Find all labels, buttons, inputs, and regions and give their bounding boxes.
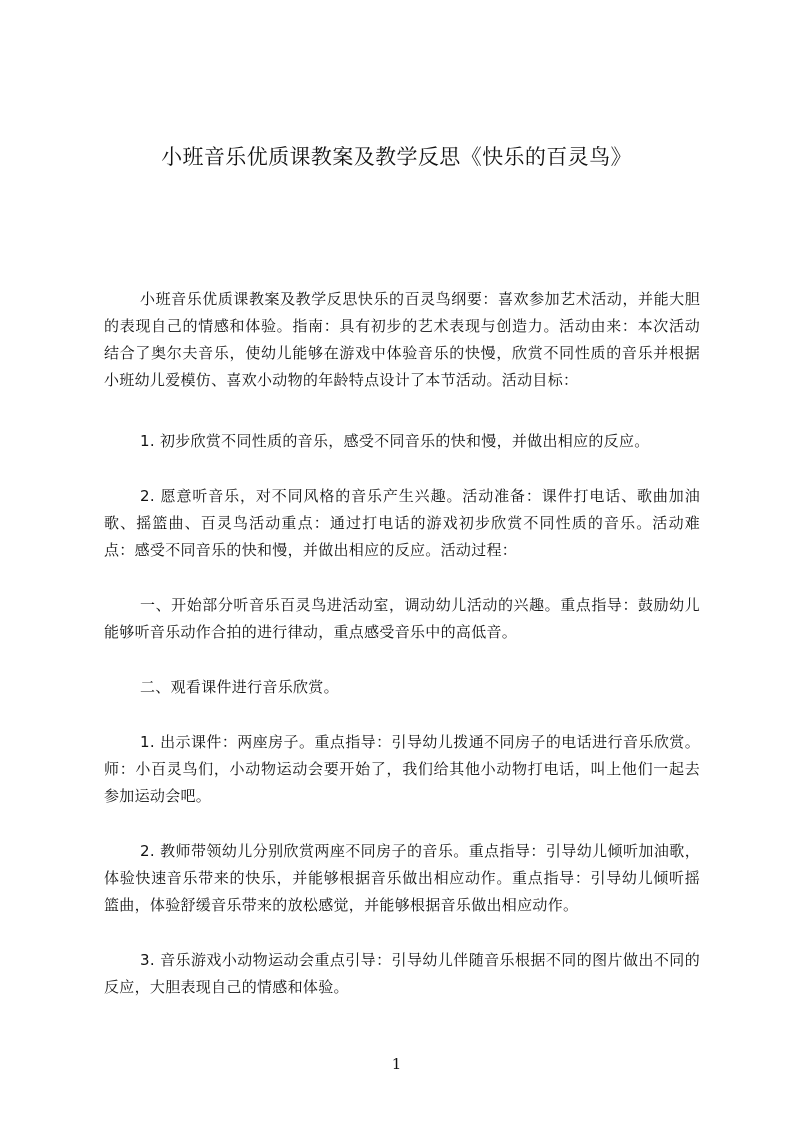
paragraph-substep-3: 3. 音乐游戏小动物运动会重点引导：引导幼儿伴随音乐根据不同的图片做出不同的反应，大胆表现自己的情感和体验。 [104, 951, 700, 996]
paragraph-substep-2: 2. 教师带领幼儿分别欣赏两座不同房子的音乐。重点指导：引导幼儿倾听加油歌，体验快速音乐带来的快乐，并能够根据音乐做出相应动作。重点指导：引导幼儿倾听摇篮曲，体验舒缓音乐带来的放松感觉，并能够根据音乐做出相应动作。 [104, 842, 700, 914]
paragraph-goal-2: 2. 愿意听音乐，对不同风格的音乐产生兴趣。活动准备：课件打电话、歌曲加油歌、摇篮曲、百灵鸟活动重点：通过打电话的游戏初步欣赏不同性质的音乐。活动难点：感受不同音乐的快和慢，并做出相应的反应。活动过程： [104, 487, 700, 559]
paragraph-step-2: 二、观看课件进行音乐欣赏。 [140, 678, 339, 696]
document-title: 小班音乐优质课教案及教学反思《快乐的百灵鸟》 [161, 145, 632, 169]
paragraph-substep-1: 1. 出示课件：两座房子。重点指导：引导幼儿拨通不同房子的电话进行音乐欣赏。师：小百灵鸟们，小动物运动会要开始了，我们给其他小动物打电话，叫上他们一起去参加运动会吧。 [104, 733, 700, 805]
document-body [104, 286, 700, 1029]
paragraph-intro: 小班音乐优质课教案及教学反思快乐的百灵鸟纲要：喜欢参加艺术活动，并能大胆的表现自己的情感和体验。指南：具有初步的艺术表现与创造力。活动由来：本次活动结合了奥尔夫音乐，使幼儿能够在游戏中体验音乐的快慢，欣赏不同性质的音乐并根据小班幼儿爱模仿、喜欢小动物的年龄特点设计了本节活动。活动目标： [104, 290, 700, 389]
page-number: 1 [391, 1055, 402, 1073]
paragraph-goal-1: 1. 初步欣赏不同性质的音乐，感受不同音乐的快和慢，并做出相应的反应。 [140, 432, 650, 450]
paragraph-step-1: 一、开始部分听音乐百灵鸟进活动室，调动幼儿活动的兴趣。重点指导：鼓励幼儿能够听音乐动作合拍的进行律动，重点感受音乐中的高低音。 [104, 596, 700, 641]
